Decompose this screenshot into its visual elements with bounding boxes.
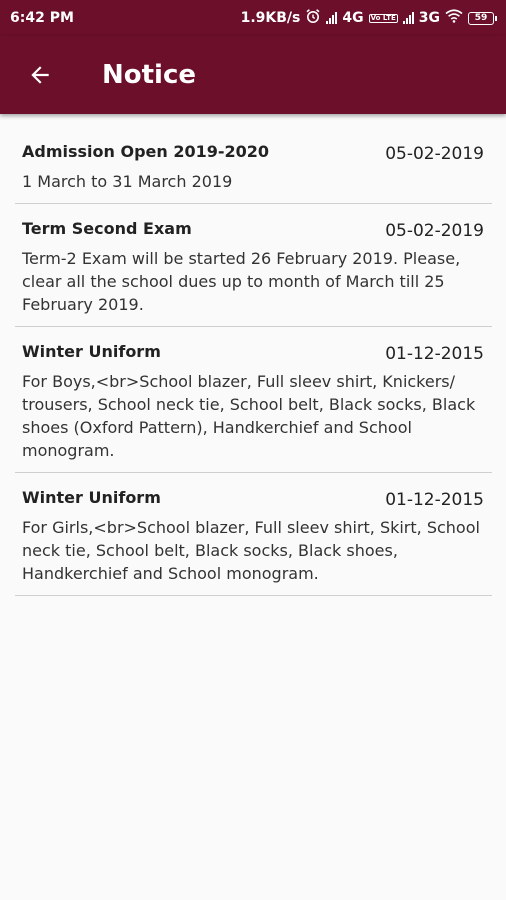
signal-icon bbox=[326, 12, 337, 24]
wifi-icon bbox=[445, 9, 463, 27]
notice-item[interactable] bbox=[15, 204, 492, 327]
signal-icon-2 bbox=[403, 12, 414, 24]
battery-icon: 59 bbox=[468, 12, 494, 25]
network-type-2: 3G bbox=[418, 10, 440, 26]
notice-item[interactable] bbox=[15, 127, 492, 204]
status-bar bbox=[0, 0, 506, 36]
arrow-back-icon bbox=[27, 62, 53, 88]
alarm-icon bbox=[305, 8, 321, 28]
volte-badge: Vo LTE bbox=[370, 13, 396, 22]
notice-body: 1 March to 31 March 2019 bbox=[22, 172, 233, 191]
back-button[interactable] bbox=[12, 47, 68, 103]
notice-date: 05-02-2019 bbox=[385, 144, 484, 164]
notice-body: Term-2 Exam will be started 26 February 2019. Please, clear all the school dues up to month of March till 25 February 2019. bbox=[22, 249, 461, 314]
status-time: 6:42 PM bbox=[10, 10, 74, 26]
page-title: Notice bbox=[102, 60, 197, 90]
notice-item[interactable] bbox=[15, 473, 492, 596]
notice-title: Winter Uniform bbox=[22, 488, 161, 507]
status-indicators bbox=[241, 8, 494, 28]
net-speed: 1.9KB/s bbox=[240, 10, 301, 26]
notice-title: Admission Open 2019-2020 bbox=[22, 142, 270, 161]
notice-body: For Boys,<br>School blazer, Full sleev shirt, Knickers/ trousers, School neck tie, School belt, Black socks, Black shoes (Oxford Pattern), Handkerchief and School monogram. bbox=[22, 372, 476, 460]
notice-date: 01-12-2015 bbox=[385, 490, 484, 510]
app-bar bbox=[0, 36, 506, 114]
notice-title: Winter Uniform bbox=[22, 342, 161, 361]
notice-list bbox=[15, 127, 492, 596]
network-type-1: 4G bbox=[342, 10, 364, 26]
notice-date: 01-12-2015 bbox=[385, 344, 484, 364]
notice-body: For Girls,<br>School blazer, Full sleev shirt, Skirt, School neck tie, School belt, Black socks, Black shoes, Handkerchief and School monogram. bbox=[22, 518, 480, 583]
notice-item[interactable] bbox=[15, 327, 492, 473]
notice-date: 05-02-2019 bbox=[385, 221, 484, 241]
notice-title: Term Second Exam bbox=[22, 219, 192, 238]
